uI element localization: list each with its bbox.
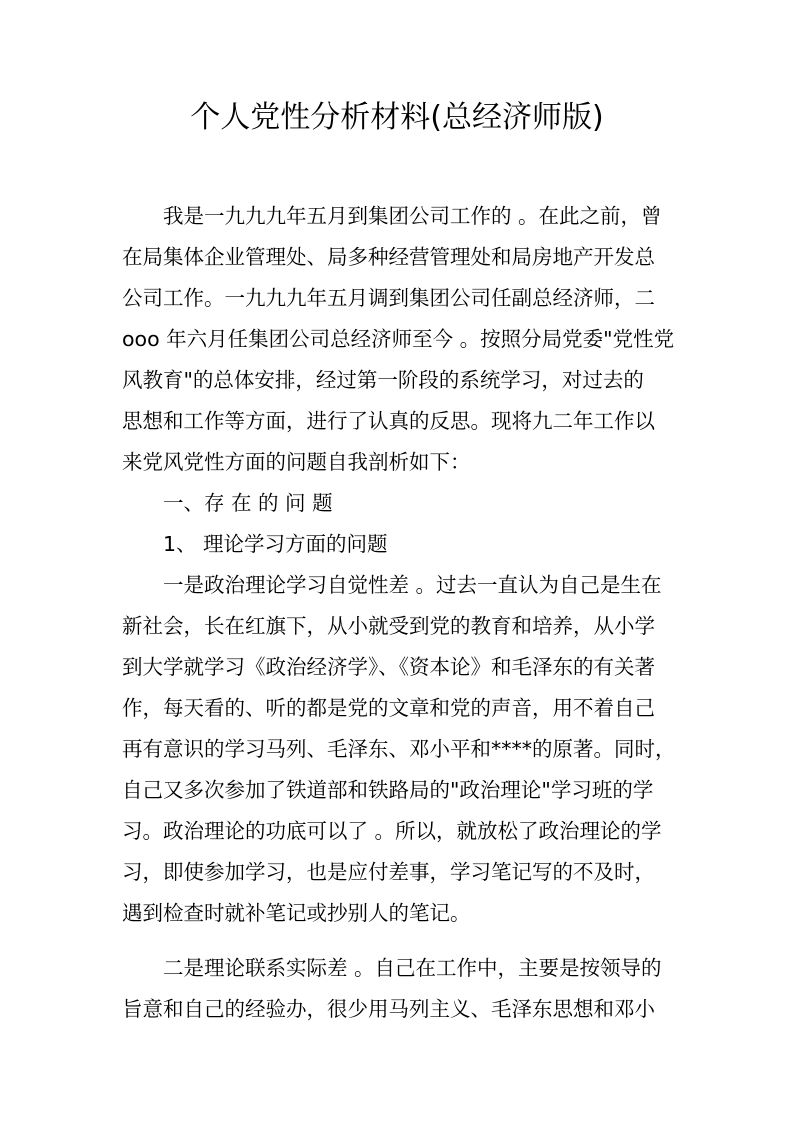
paragraph-line: 旨意和自己的经验办，很少用马列主义、毛泽东思想和邓小 xyxy=(122,997,655,1021)
paragraph-line: 遇到检查时就补笔记或抄别人的笔记。 xyxy=(122,901,471,925)
paragraph-line: 思想和工作等方面，进行了认真的反思。现将九二年工作以 xyxy=(122,409,655,433)
paragraph-line: 新社会，长在红旗下，从小就受到党的教育和培养，从小学 xyxy=(122,614,655,638)
document-body xyxy=(122,196,682,1030)
paragraph-line: 来党风党性方面的问题自我剖析如下： xyxy=(122,450,471,474)
paragraph-line: 在局集体企业管理处、局多种经营管理处和局房地产开发总 xyxy=(122,245,655,269)
subsection-heading: 1、 理论学习方面的问题 xyxy=(163,532,388,556)
paragraph-line: 我是一九九九年五月到集团公司工作的 。在此之前，曾 xyxy=(163,204,662,228)
paragraph-line: 公司工作。一九九九年五月调到集团公司任副总经济师，二 xyxy=(122,286,655,310)
paragraph-line: 风教育"的总体安排，经过第一阶段的系统学习，对过去的 xyxy=(122,368,644,392)
paragraph-line: 习。政治理论的功底可以了 。所以，就放松了政治理论的学 xyxy=(122,819,662,843)
section-heading: 一、存 在 的 问 题 xyxy=(163,491,333,515)
document-title: 个人党性分析材料(总经济师版) xyxy=(190,100,604,135)
paragraph-line: 到大学就学习《政治经济学》、《资本论》和毛泽东的有关著 xyxy=(122,655,655,679)
paragraph-line: 自己又多次参加了铁道部和铁路局的"政治理论"学习班的学 xyxy=(122,778,654,802)
paragraph-line: 作，每天看的、听的都是党的文章和党的声音，用不着自己 xyxy=(122,696,655,720)
paragraph-line: 再有意识的学习马列、毛泽东、邓小平和****的原著。同时， xyxy=(122,737,676,761)
paragraph-line: ooo 年六月任集团公司总经济师至今 。按照分局党委"党性党 xyxy=(122,327,675,351)
paragraph-line: 习，即使参加学习，也是应付差事，学习笔记写的不及时， xyxy=(122,860,655,884)
paragraph-line: 二是理论联系实际差 。自己在工作中，主要是按领导的 xyxy=(163,956,662,980)
paragraph-line: 一是政治理论学习自觉性差 。过去一直认为自己是生在 xyxy=(163,573,662,597)
paragraph-gap xyxy=(122,934,682,948)
